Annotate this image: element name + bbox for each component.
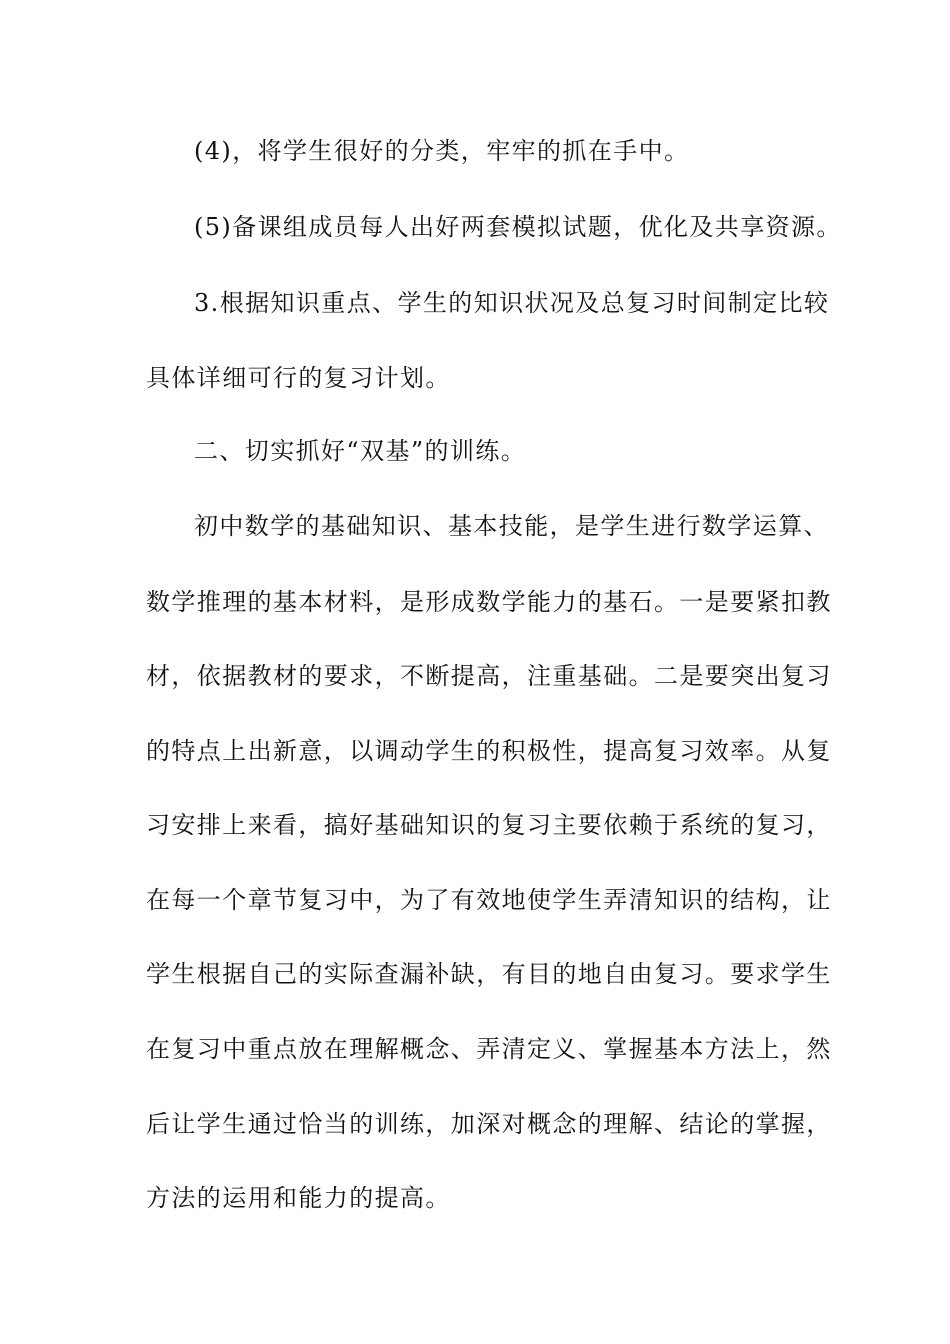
paragraph-line: 初中数学的基础知识、基本技能，是学生进行数学运算、 [194, 512, 829, 540]
paragraph-line: 数学推理的基本材料，是形成数学能力的基石。一是要紧扣教 [146, 588, 832, 616]
paragraph-line: 方法的运用和能力的提高。 [146, 1184, 451, 1212]
paragraph-line: 在复习中重点放在理解概念、弄清定义、掌握基本方法上，然 [146, 1035, 832, 1063]
paragraph-line: 的特点上出新意，以调动学生的积极性，提高复习效率。从复 [146, 737, 832, 765]
paragraph-line: (5)备课组成员每人出好两套模拟试题，优化及共享资源。 [194, 213, 842, 241]
section-heading: 二、切实抓好“双基”的训练。 [194, 437, 527, 465]
paragraph-line: 具体详细可行的复习计划。 [146, 364, 451, 392]
paragraph-line: 3.根据知识重点、学生的知识状况及总复习时间制定比较 [194, 289, 830, 317]
paragraph-line: 在每一个章节复习中，为了有效地使学生弄清知识的结构，让 [146, 886, 832, 914]
paragraph-line: 后让学生通过恰当的训练，加深对概念的理解、结论的掌握， [146, 1110, 832, 1138]
paragraph-line: (4)，将学生很好的分类，牢牢的抓在手中。 [194, 137, 690, 165]
paragraph-line: 学生根据自己的实际查漏补缺，有目的地自由复习。要求学生 [146, 960, 832, 988]
paragraph-line: 习安排上来看，搞好基础知识的复习主要依赖于系统的复习， [146, 811, 832, 839]
paragraph-line: 材，依据教材的要求，不断提高，注重基础。二是要突出复习 [146, 662, 832, 690]
